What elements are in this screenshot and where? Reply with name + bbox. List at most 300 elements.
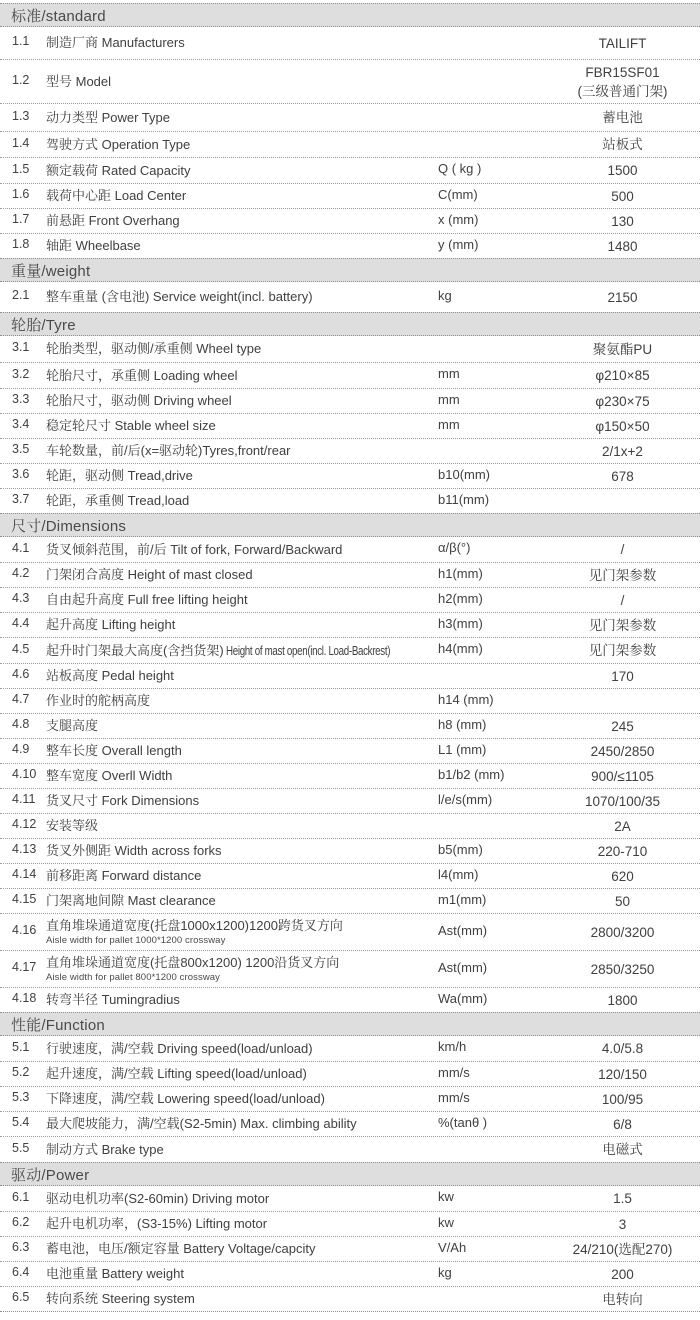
row-value-main: 620: [611, 868, 634, 884]
row-value: [545, 793, 700, 811]
row-label-main: 支腿高度: [46, 718, 99, 734]
table-row: [0, 103, 700, 131]
row-value: [545, 1116, 700, 1134]
row-value: [545, 289, 700, 307]
row-value-main: φ230×75: [595, 393, 650, 409]
table-row: [0, 1286, 700, 1311]
row-label: [46, 35, 438, 50]
row-unit: mm/s: [438, 1064, 470, 1080]
table-row: [0, 1211, 700, 1236]
table-row: [0, 362, 700, 388]
row-unit: h14 (mm): [438, 691, 494, 707]
row-number: 5.2: [12, 1065, 30, 1079]
row-label: [46, 188, 438, 203]
row-number: 5.5: [12, 1140, 30, 1155]
row-number: 4.9: [12, 742, 30, 756]
row-label-main: 起升电机功率，(S3-15%) Lifting motor: [46, 1216, 268, 1232]
row-value-main: 24/210(选配270): [572, 1241, 673, 1257]
row-value: [545, 617, 700, 635]
row-label: [46, 743, 438, 758]
row-label: [46, 443, 438, 458]
table-row: [0, 27, 700, 59]
row-unit: C(mm): [438, 186, 478, 202]
row-number: 6.2: [12, 1215, 30, 1229]
table-row: [0, 788, 700, 813]
table-row: [0, 413, 700, 438]
table-row: [0, 913, 700, 950]
row-unit: b1/b2 (mm): [438, 766, 505, 782]
row-unit: b10(mm): [438, 466, 491, 482]
row-label: [46, 617, 438, 632]
row-number: 6.1: [12, 1189, 30, 1204]
row-value-sub: (三级普通门架): [577, 83, 668, 99]
table-row: [0, 183, 700, 208]
row-number: 1.3: [12, 108, 30, 123]
section-header: [0, 3, 700, 27]
section-title: 标准/standard: [11, 7, 106, 25]
section-title: 性能/Function: [11, 1016, 105, 1034]
row-value-main: 170: [611, 668, 634, 684]
row-value-main: 电磁式: [602, 1142, 643, 1158]
row-value-main: φ150×50: [595, 418, 650, 434]
row-label: [46, 1191, 438, 1206]
row-value: [545, 843, 700, 861]
row-unit: Wa(mm): [438, 990, 488, 1006]
row-number: 6.3: [12, 1240, 30, 1254]
row-label: [46, 992, 438, 1007]
row-value-main: 2A: [614, 818, 631, 834]
row-unit: b5(mm): [438, 841, 483, 857]
row-number: 4.3: [12, 591, 30, 605]
row-value-main: 见门架参数: [588, 643, 657, 659]
row-unit: b11(mm): [438, 491, 490, 507]
row-number: 4.17: [12, 960, 37, 974]
row-value: [545, 768, 700, 786]
row-unit: mm: [438, 391, 460, 407]
row-number: 1.4: [12, 135, 30, 150]
row-label-sub: Aisle width for pallet 1000*1200 crossway: [46, 934, 226, 946]
table-row: [0, 1236, 700, 1261]
row-value-main: 1500: [607, 163, 638, 179]
row-value-main: /: [620, 542, 625, 558]
row-label-main: 转向系统 Steering system: [46, 1291, 195, 1307]
row-number: 3.6: [12, 467, 30, 481]
row-unit: mm/s: [438, 1089, 470, 1105]
row-value-main: 220-710: [597, 843, 648, 859]
row-label-main: 起升时门架最大高度(含挡货架): [46, 642, 224, 658]
table-row: [0, 1261, 700, 1286]
row-value: [545, 1216, 700, 1234]
row-number: 1.6: [12, 187, 30, 201]
row-value: [545, 541, 700, 559]
row-value: [545, 992, 700, 1010]
row-label-main: 车轮数量，前/后(x=驱动轮)Tyres,front/rear: [46, 443, 291, 459]
row-value-main: 678: [611, 468, 634, 484]
row-label-main: 整车长度 Overall length: [46, 743, 182, 759]
row-label: [46, 213, 438, 228]
table-row: [0, 1036, 700, 1061]
table-row: [0, 663, 700, 688]
row-value: [545, 1091, 700, 1109]
row-value-main: 100/95: [601, 1091, 644, 1107]
row-number: 4.7: [12, 692, 30, 706]
row-value: [545, 64, 700, 100]
row-unit: kg: [438, 287, 452, 303]
row-value: [545, 1190, 700, 1208]
table-row: [0, 282, 700, 312]
row-number: 3.5: [12, 442, 30, 456]
table-row: [0, 388, 700, 413]
table-row: [0, 438, 700, 463]
row-value: [545, 367, 700, 385]
row-label: [46, 1066, 438, 1081]
row-number: 1.1: [12, 34, 30, 48]
row-label-main: 站板高度 Pedal height: [46, 668, 174, 684]
row-label: [46, 418, 438, 433]
row-label: [46, 693, 438, 708]
row-number: 4.1: [12, 540, 30, 555]
row-value-main: 2450/2850: [590, 743, 655, 759]
table-row: [0, 1186, 700, 1211]
row-label-main: 直角堆垛通道宽度(托盘800x1200) 1200沿货叉方向: [46, 955, 340, 971]
row-label: [46, 74, 438, 89]
row-label-main: 行驶速度，满/空载 Driving speed(load/unload): [46, 1040, 313, 1056]
row-value-main: 4.0/5.8: [601, 1041, 644, 1057]
row-unit: α/β(°): [438, 540, 471, 555]
row-value-main: /: [620, 592, 625, 608]
table-row: [0, 838, 700, 863]
spec-table: [0, 3, 700, 1312]
row-number: 4.2: [12, 566, 30, 580]
row-value-main: 900/≤1105: [591, 768, 654, 784]
row-value: [545, 743, 700, 761]
row-label: [46, 493, 438, 508]
table-row: [0, 950, 700, 987]
row-number: 2.1: [12, 288, 30, 302]
table-row: [0, 157, 700, 183]
row-label: [46, 368, 438, 383]
row-label: [46, 818, 438, 833]
section-header: [0, 1012, 700, 1036]
table-row: [0, 738, 700, 763]
section-header: [0, 1162, 700, 1186]
row-value: [545, 1141, 700, 1159]
row-label: [46, 643, 438, 659]
row-value-main: 245: [611, 718, 634, 734]
row-value: [545, 868, 700, 886]
row-value-main: 120/150: [598, 1066, 647, 1082]
row-number: 4.4: [12, 616, 30, 630]
row-label: [46, 718, 438, 733]
row-label: [46, 289, 438, 304]
row-number: 5.1: [12, 1039, 30, 1054]
table-row: [0, 587, 700, 612]
row-label: [46, 163, 438, 178]
row-value-main: 电转向: [602, 1291, 643, 1307]
row-unit: mm: [438, 416, 460, 432]
table-row: [0, 562, 700, 587]
table-row: [0, 488, 700, 513]
row-value-main: FBR15SF01: [585, 65, 660, 81]
row-value: [545, 443, 700, 461]
row-value-main: TAILIFT: [598, 35, 647, 51]
row-unit: mm: [438, 366, 460, 381]
row-label: [46, 110, 438, 125]
row-number: 1.2: [12, 72, 30, 87]
row-label-main: 轮胎尺寸，驱动侧 Driving wheel: [46, 393, 232, 409]
row-label-main: 轮距，驱动侧 Tread,drive: [46, 468, 193, 484]
row-value: [545, 393, 700, 411]
section-title: 重量/weight: [11, 262, 91, 280]
row-label-main: 门架闭合高度 Height of mast closed: [46, 567, 253, 583]
row-value: [545, 1266, 700, 1284]
table-row: [0, 1061, 700, 1086]
row-unit: L1 (mm): [438, 741, 487, 757]
table-row: [0, 713, 700, 738]
row-number: 4.14: [12, 867, 37, 881]
row-unit: m1(mm): [438, 891, 487, 907]
row-number: 4.5: [12, 641, 30, 656]
row-number: 4.18: [12, 991, 37, 1005]
row-label: [46, 238, 438, 253]
table-row: [0, 813, 700, 838]
row-label: [46, 955, 438, 983]
row-value: [545, 1241, 700, 1259]
row-number: 3.3: [12, 392, 30, 406]
row-value-main: 130: [611, 213, 634, 229]
row-value-main: 1480: [607, 238, 638, 254]
row-label: [46, 567, 438, 582]
row-unit: y (mm): [438, 236, 479, 252]
row-value-main: 50: [614, 893, 631, 909]
row-label-main: 直角堆垛通道宽度(托盘1000x1200)1200跨货叉方向: [46, 918, 343, 934]
row-value: [545, 668, 700, 686]
row-value: [545, 924, 700, 942]
row-number: 4.13: [12, 842, 37, 856]
row-number: 1.8: [12, 237, 30, 251]
row-label-main: 作业时的舵柄高度: [46, 693, 151, 709]
table-row: [0, 688, 700, 713]
row-label-main: 载荷中心距 Load Center: [46, 188, 187, 204]
table-row: [0, 1111, 700, 1136]
row-label-main: 额定载荷 Rated Capacity: [46, 162, 191, 178]
row-value: [545, 893, 700, 911]
row-number: 4.15: [12, 892, 37, 906]
row-label-main: 驱动电机功率(S2-60min) Driving motor: [46, 1190, 270, 1206]
row-unit: l/e/s(mm): [438, 791, 493, 807]
row-unit: Ast(mm): [438, 922, 488, 938]
section-header: [0, 312, 700, 336]
row-unit: kw: [438, 1189, 454, 1204]
row-label-main: 轮距，承重侧 Tread,load: [46, 493, 190, 509]
row-unit: %(tanθ ): [438, 1114, 488, 1130]
row-label: [46, 1216, 438, 1231]
row-label-main: 整车宽度 Overll Width: [46, 768, 173, 784]
row-unit: h1(mm): [438, 565, 483, 581]
row-number: 1.7: [12, 212, 30, 226]
row-unit: l4(mm): [438, 866, 479, 882]
row-unit: h4(mm): [438, 641, 483, 656]
row-unit: h8 (mm): [438, 716, 487, 732]
row-label-main: 货叉外侧距 Width across forks: [46, 843, 222, 859]
row-value: [545, 1066, 700, 1084]
row-value: [545, 468, 700, 486]
row-number: 3.2: [12, 366, 30, 381]
row-value-main: 200: [611, 1266, 634, 1282]
table-row: [0, 233, 700, 258]
row-label-main: 起升高度 Lifting height: [46, 617, 176, 633]
row-label-main: 轮胎尺寸，承重侧 Loading wheel: [46, 367, 238, 383]
row-unit: km/h: [438, 1039, 467, 1054]
row-value-main: 6/8: [613, 1116, 632, 1132]
row-value-main: 2800/3200: [590, 924, 655, 940]
row-label: [46, 137, 438, 152]
table-row: [0, 59, 700, 103]
row-label-main: 前悬距 Front Overhang: [46, 213, 180, 229]
row-value-main: 蓄电池: [602, 110, 643, 126]
table-row: [0, 131, 700, 157]
row-value: [545, 136, 700, 154]
row-value-main: 聚氨酯PU: [592, 341, 653, 357]
row-label-main: 轮胎类型，驱动侧/承重侧 Wheel type: [46, 341, 262, 357]
table-row: [0, 637, 700, 663]
row-value-main: 500: [611, 188, 634, 204]
row-label: [46, 1291, 438, 1306]
table-row: [0, 763, 700, 788]
row-label: [46, 893, 438, 908]
table-row: [0, 463, 700, 488]
table-row: [0, 612, 700, 637]
row-value: [545, 1291, 700, 1309]
row-number: 4.6: [12, 667, 30, 681]
row-label-en: Height of mast open(incl. Load-Backrest): [225, 643, 390, 658]
row-label: [46, 468, 438, 483]
row-label-main: 轴距 Wheelbase: [46, 238, 141, 254]
row-label-main: 型号 Model: [46, 73, 112, 89]
row-label-main: 货叉倾斜范围，前/后 Tilt of fork, Forward/Backward: [46, 541, 343, 557]
row-unit: Q ( kg ): [438, 161, 482, 176]
row-label-main: 门架离地间隙 Mast clearance: [46, 893, 216, 909]
row-value-main: 2850/3250: [590, 961, 655, 977]
row-unit: h2(mm): [438, 590, 483, 606]
row-value-main: 2/1x+2: [602, 443, 643, 459]
row-value: [545, 35, 700, 53]
table-row: [0, 888, 700, 913]
row-value: [545, 213, 700, 231]
row-value-main: 站板式: [602, 137, 643, 153]
row-value: [545, 961, 700, 979]
row-label-main: 自由起升高度 Full free lifting height: [46, 592, 248, 608]
row-label: [46, 1116, 438, 1131]
row-label-main: 驾驶方式 Operation Type: [46, 136, 191, 152]
section-title: 轮胎/Tyre: [11, 316, 76, 334]
row-value-main: 3: [618, 1216, 627, 1232]
row-label-main: 前移距离 Forward distance: [46, 868, 202, 884]
row-label: [46, 1142, 438, 1157]
row-unit: x (mm): [438, 211, 479, 227]
section-header: [0, 258, 700, 282]
row-number: 4.8: [12, 717, 30, 731]
row-label-main: 起升速度，满/空载 Lifting speed(load/unload): [46, 1066, 307, 1082]
row-number: 4.10: [12, 767, 37, 781]
row-value: [545, 188, 700, 206]
section-title: 尺寸/Dimensions: [11, 517, 127, 535]
row-label-main: 制动方式 Brake type: [46, 1141, 164, 1157]
row-value-main: φ210×85: [595, 368, 650, 384]
row-value-main: 见门架参数: [588, 567, 657, 583]
row-label-main: 制造厂商 Manufacturers: [46, 35, 185, 51]
row-value-main: 2150: [607, 289, 638, 305]
table-row: [0, 863, 700, 888]
table-row: [0, 537, 700, 562]
row-label: [46, 341, 438, 356]
row-label: [46, 393, 438, 408]
row-label: [46, 768, 438, 783]
row-label: [46, 918, 438, 946]
row-number: 4.12: [12, 817, 37, 831]
row-number: 4.11: [12, 792, 36, 806]
row-value: [545, 341, 700, 359]
row-number: 4.16: [12, 923, 37, 937]
row-label: [46, 592, 438, 607]
row-label-main: 货叉尺寸 Fork Dimensions: [46, 793, 200, 809]
row-label: [46, 1091, 438, 1106]
row-value: [545, 418, 700, 436]
row-label-main: 整车重量 (含电池) Service weight(incl. battery): [46, 289, 313, 305]
row-label-main: 蓄电池，电压/额定容量 Battery Voltage/capcity: [46, 1241, 316, 1257]
table-row: [0, 987, 700, 1012]
row-number: 5.4: [12, 1115, 30, 1129]
section-title: 驱动/Power: [11, 1166, 90, 1184]
row-label-sub: Aisle width for pallet 800*1200 crossway: [46, 971, 221, 983]
row-label: [46, 793, 438, 808]
row-label: [46, 542, 438, 557]
row-label-main: 转弯半径 Tumingradius: [46, 992, 180, 1008]
section-header: [0, 513, 700, 537]
table-row: [0, 1136, 700, 1162]
row-label: [46, 843, 438, 858]
row-label: [46, 668, 438, 683]
row-value: [545, 718, 700, 736]
row-label-main: 安装等级: [46, 818, 99, 834]
row-number: 1.5: [12, 161, 30, 176]
row-label-main: 稳定轮尺寸 Stable wheel size: [46, 418, 216, 434]
table-row: [0, 1086, 700, 1111]
row-label-main: 最大爬坡能力，满/空载(S2-5min) Max. climbing ability: [46, 1116, 357, 1132]
row-number: 5.3: [12, 1090, 30, 1104]
row-value: [545, 162, 700, 180]
row-value: [545, 567, 700, 585]
row-value-main: 1070/100/35: [584, 793, 661, 809]
row-number: 6.4: [12, 1265, 30, 1279]
row-value: [545, 642, 700, 660]
row-number: 3.1: [12, 340, 30, 354]
row-value-main: 1800: [607, 992, 638, 1008]
row-value-main: 见门架参数: [588, 617, 657, 633]
row-number: 6.5: [12, 1290, 30, 1304]
row-number: 3.7: [12, 492, 30, 506]
row-value-main: 1.5: [613, 1191, 632, 1207]
row-label-main: 动力类型 Power Type: [46, 109, 171, 125]
row-label: [46, 1241, 438, 1256]
row-value: [545, 109, 700, 127]
table-row: [0, 336, 700, 362]
row-label: [46, 1266, 438, 1281]
row-unit: V/Ah: [438, 1239, 467, 1255]
row-label: [46, 1041, 438, 1056]
row-unit: kg: [438, 1264, 452, 1280]
row-label-main: 下降速度，满/空载 Lowering speed(load/unload): [46, 1091, 325, 1107]
